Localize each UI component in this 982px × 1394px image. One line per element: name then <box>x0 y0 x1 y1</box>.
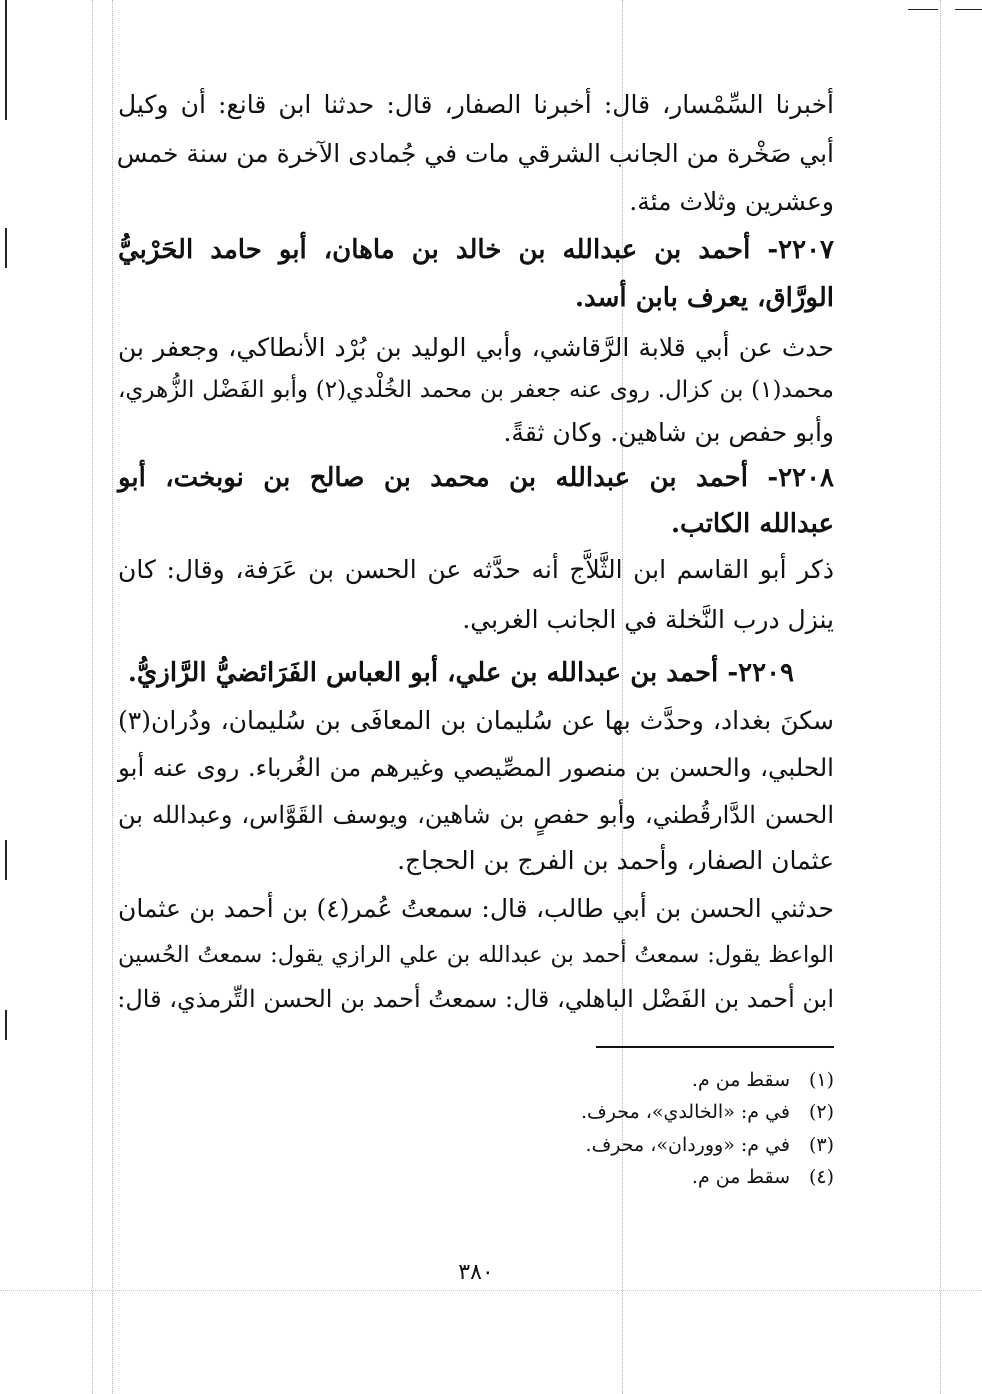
entry-heading: ٢٢٠٩- أحمد بن عبدالله بن علي، أبو العباس الفَرَائضيُّ الرَّازيُّ. <box>127 658 794 688</box>
body-line: الحلبي، والحسن بن منصور المصِّيصي وغيرهم من الغُرباء. روى عنه أبو <box>118 753 834 782</box>
body-line: أخبرنا السِّمْسار، قال: أخبرنا الصفار، قال: حدثنا ابن قانع: أن وكيل <box>118 90 834 119</box>
footnote-text: سقط من م. <box>691 1069 790 1091</box>
body-line: حدث عن أبي قلابة الرَّقاشي، وأبي الوليد بن بُرْد الأنطاكي، وجعفر بن <box>118 333 834 362</box>
entry-heading: ٢٢٠٧- أحمد بن عبدالله بن خالد بن ماهان، أبو حامد الحَرْبيُّ <box>118 235 834 265</box>
body-line: حدثني الحسن بن أبي طالب، قال: سمعتُ عُمر(٤) بن أحمد بن عثمان <box>118 894 834 923</box>
footnote <box>534 1097 834 1127</box>
body-line: أبي صَخْرة من الجانب الشرقي مات في جُمادى الآخرة من سنة خمس <box>116 139 834 168</box>
body-line: عثمان الصفار، وأحمد بن الفرج بن الحجاج. <box>397 846 834 875</box>
scan-edge-line <box>908 9 938 10</box>
scan-guide-line <box>112 0 113 1394</box>
entry-heading: ٢٢٠٨- أحمد بن عبدالله بن محمد بن صالح بن نوبخت، أبو <box>118 463 834 493</box>
document-page <box>118 70 834 1370</box>
scan-guide-line <box>92 0 93 1394</box>
body-line: محمد(١) بن كزال. روى عنه جعفر بن محمد الخُلْدي(٢) وأبو الفَضْل الزُّهري، <box>118 377 834 403</box>
scan-edge-line <box>955 9 982 10</box>
footnote-separator <box>596 1046 834 1048</box>
body-line: الحسن الدَّارقُطني، وأبو حفصٍ بن شاهين، ويوسف القَوَّاس، وعبدالله بن <box>118 801 834 829</box>
body-line: ابن أحمد بن الفَضْل الباهلي، قال: سمعتُ أحمد بن الحسن التِّرمذي، قال: <box>117 985 834 1013</box>
entry-heading: الورَّاق، يعرف بابن أسد. <box>574 283 834 313</box>
body-line: ذكر أبو القاسم ابن الثَّلاَّج أنه حدَّثه عن الحسن بن عَرَفة، وقال: كان <box>118 555 834 584</box>
footnote-number: (٤) <box>808 1166 834 1188</box>
body-line: وأبو حفص بن شاهين. وكان ثقةً. <box>503 418 834 447</box>
footnote <box>534 1130 834 1160</box>
entry-heading: عبدالله الكاتب. <box>671 509 834 539</box>
body-line: الواعظ يقول: سمعتُ أحمد بن عبدالله بن علي الرازي يقول: سمعتُ الحُسين <box>118 942 834 968</box>
footnote-number: (٣) <box>808 1134 834 1156</box>
footnote-number: (١) <box>808 1069 834 1091</box>
scan-guide-line <box>940 0 941 1394</box>
footnote <box>534 1162 834 1192</box>
body-line: سكنَ بغداد، وحدَّث بها عن سُليمان بن المعافَى بن سُليمان، ودُران(٣) <box>118 706 834 735</box>
body-line: ينزل درب النَّخلة في الجانب الغربي. <box>462 605 834 634</box>
footnote-text: في م: «الخالدي»، محرف. <box>581 1101 790 1123</box>
scan-edge-line <box>5 228 7 268</box>
footnote-number: (٢) <box>808 1101 834 1123</box>
scan-edge-line <box>5 0 7 120</box>
footnote-text: في م: «ووردان»، محرف. <box>585 1134 790 1156</box>
scan-edge-line <box>5 840 7 880</box>
page-number: ٣٨٠ <box>458 1260 494 1285</box>
footnote-text: سقط من م. <box>691 1166 790 1188</box>
scan-edge-line <box>5 1010 7 1040</box>
footnote <box>534 1065 834 1095</box>
body-line: وعشرين وثلاث مئة. <box>629 187 834 216</box>
